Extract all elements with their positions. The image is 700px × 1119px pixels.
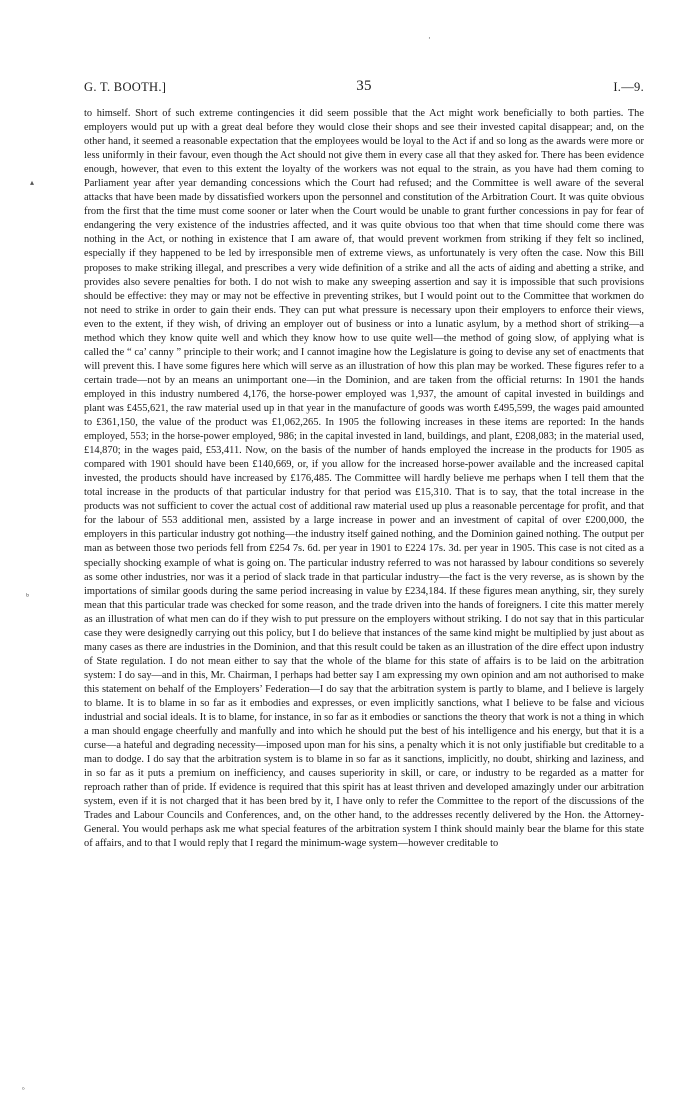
body-paragraph: to himself. Short of such extreme contingencies it did seem possible that the Act might work beneficially to both parties. The employers would put up with a great deal before they would close their shops and see their invested capital disappear; and, on the other hand, it seemed a reasonable expectation that the employees would be loyal to the Act if and so long as the awards were more or less uniformly in their favour, even though the Act should not give them in every case all that they asked for. There has been evidence enough, however, that even to this extent the loyalty of the workers was not equal to the strain, as you have had them coming to Parliament year after year demanding concessions which the Court had refused; and the Committee is well aware of the several attacks that have been made by dissatisfied workers upon the personnel and constitution of the Arbitration Court. It was quite obvious from the first that the time must come sooner or later when the Court would be unable to grant further concessions in pay for fear of endangering the very existence of the industries affected, and it was quite obvious too that when that time should come there was nothing in the Act, or nothing in existence that I am aware of, that would prevent workmen from striking if they felt so inclined, especially if they happened to be led by irresponsible men of extreme views, as unfortunately is very often the case. Now this Bill proposes to make striking illegal, and prescribes a very wide definition of a strike and all the acts of aiding and abetting a strike, and provides also severe penalties for both. I do not wish to make any sweeping assertion and say it is impossible that such provisions should be effective: they may or may not be effective in preventing strikes, but I would point out to the Committee that workmen do not need to strike in order to gain their ends. They can put what pressure is necessary upon their employers to enforce their views, even to the extent, if they wish, of driving an employer out of business or into a lunatic asylum, by a method short of striking—a method which they know quite well and which they know how to use quite well—the method of going slow, of applying what is called the “ ca’ canny ” principle to their work; and I cannot imagine how the Legislature is going to devise any set of enactments that will prevent this. I have some figures here which will serve as an illustration of how this plan may be worked. These figures refer to a certain trade—not by an means an unimportant one—in the Dominion, and are taken from the official returns: In 1901 the hands employed in this industry numbered 4,176, the horse-power employed was 1,937, the amount of capital invested in buildings and plant was £455,621, the raw material used up in that year in the manufacture of goods was worth £495,599, the wages paid amounted to £361,150, the value of the product was £1,062,265. In 1905 the following increases in these items are reported: In the hands employed, 553; in the horse-power employed, 986; in the capital invested in land, buildings, and plant, £208,083; in the material used, £14,870; in the wages paid, £53,411. Now, on the basis of the number of hands employed the increase in the products for 1905 as compared with 1901 should have been £140,669, or, if you allow for the increased horse-power available and the increased capital invested, the products should have increased by £176,485. The Committee will hardly believe me perhaps when I tell them that the total increase in the products of that particular industry for that period was £15,310. That is to say, that the total increase in the products was not sufficient to cover the actual cost of additional raw material used up plus a reasonable percentage for profit, and that for the labour of 553 additional men, assisted by a large increase in power and an investment of capital of over £200,000, the employers in this particular industry got nothing—the industry itself gained nothing, and the Dominion gained nothing. The output per man as between those two periods fell from £254 7s. 6d. per year in 1901 to £224 17s. 3d. per year in 1905. This case is not cited as a specially shocking example of what is going on. The particular industry referred to was not harassed by labour conditions so severely as some other industries, nor was it a period of slack trade in that particular industry—the fact is the very reverse, as is shown by the importations of similar goods during the same period increasing in value by £234,184. If these figures mean anything, sir, they surely mean that this particular trade was checked for some reason, and the trade driven into the hands of foreigners. I cite this matter merely as an illustration of what men can do if they wish to put pressure on the employers without striking. I do not say that in this particular case they were designedly carrying out this policy, but I do believe that instances of the same kind might be multiplied by just about as many cases as there are industries in the Dominion, and that this result could be taken as an illustration of the dire effect upon industry of State regulation. I do not mean either to say that the whole of the blame for this state of affairs is to be laid on the arbitration system: I do say—and in this, Mr. Chairman, I perhaps had better say I am expressing my own opinion and am not authorised to make this statement on behalf of the Employers’ Federation—I do say that the arbitration system is partly to blame, and I believe is largely to blame. It is to blame in so far as it embodies and expresses, or even implicitly sanctions, what I believe to be false and vicious industrial and social ideals. It is to blame, for instance, in so far as it embodies or sanctions the theory that work is not a thing in which a man should engage cheerfully and manfully and into which he should put the best of his intelligence and his energy, but that it is a curse—a hateful and degrading necessity—imposed upon man for his sins, a penalty which it is not only justifiable but creditable to a man to dodge. I do say that the arbitration system is to blame in so far as it sanctions, implicitly, no doubt, shirking and laziness, and in so far as it puts a premium on inefficiency, and causes superiority in skill, or care, or industry to be regarded as a matter for reproach rather than of pride. If evidence is required that this spirit has at least thriven and developed amazingly under our arbitration system, even if it is not charged that it has been bred by it, I have only to refer the Committee to the report of the discussions of the Trades and Labour Councils and Conferences, and, on the other hand, to the addresses recently delivered by the Hon. the Attorney-General. You would perhaps ask me what special features of the arbitration system I think should mainly bear the blame for this state of affairs, and to that I would reply that I regard the minimum-wage system—however creditable to — [84, 108, 644, 850]
margin-mark-left: ▴ — [30, 178, 35, 187]
body-text — [84, 107, 644, 851]
margin-mark-bottom: ᵟ — [22, 1086, 25, 1094]
margin-mark-left-lower: ᵇ — [26, 592, 30, 601]
page-header — [84, 80, 644, 98]
document-reference: I.—9. — [613, 80, 644, 94]
page-number: 35 — [356, 78, 372, 94]
stray-mark-top: · — [428, 34, 431, 44]
header-speaker: G. T. BOOTH.] — [84, 80, 167, 94]
